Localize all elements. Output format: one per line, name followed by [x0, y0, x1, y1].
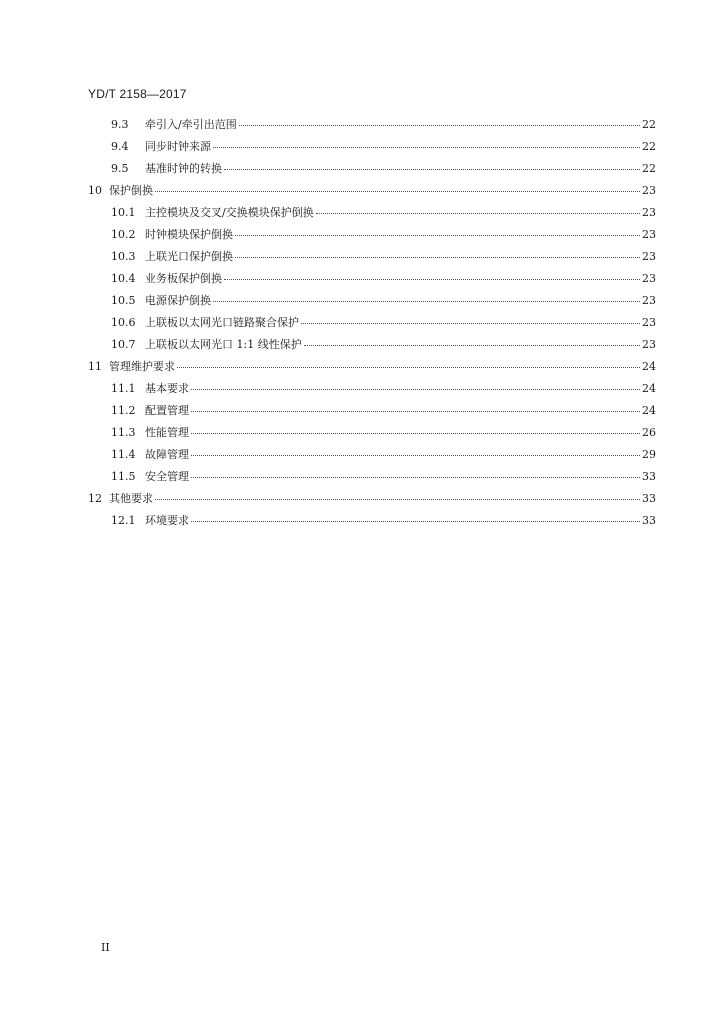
toc-entry[interactable]: [88, 138, 656, 160]
toc-entry[interactable]: [88, 402, 656, 424]
toc-entry-title: 配置管理: [145, 404, 189, 417]
toc-dot-leader: [213, 301, 640, 302]
toc-entry[interactable]: [88, 490, 656, 512]
toc-entry-title: 性能管理: [145, 426, 189, 439]
toc-entry-page: 23: [642, 338, 656, 351]
toc-entry-number: 10.6: [111, 316, 136, 329]
toc-entry[interactable]: [88, 182, 656, 204]
toc-entry[interactable]: [88, 292, 656, 314]
toc-entry-page: 23: [642, 206, 656, 219]
table-of-contents: [88, 116, 656, 534]
toc-dot-leader: [304, 345, 640, 346]
toc-dot-leader: [191, 433, 640, 434]
toc-entry-page: 26: [642, 426, 656, 439]
toc-entry-number: 10.5: [111, 294, 136, 307]
toc-entry-page: 24: [642, 360, 656, 373]
toc-entry[interactable]: [88, 446, 656, 468]
toc-entry-page: 22: [642, 118, 656, 131]
toc-entry[interactable]: [88, 358, 656, 380]
toc-entry-number: 12: [88, 492, 102, 505]
toc-entry-page: 23: [642, 184, 656, 197]
toc-entry[interactable]: [88, 512, 656, 534]
toc-dot-leader: [316, 213, 640, 214]
toc-dot-leader: [301, 323, 640, 324]
toc-entry-number: 11.1: [111, 382, 136, 395]
toc-entry-page: 22: [642, 140, 656, 153]
toc-entry-number: 10.7: [111, 338, 136, 351]
toc-dot-leader: [191, 389, 640, 390]
toc-entry-page: 33: [642, 470, 656, 483]
toc-entry-number: 11.2: [111, 404, 136, 417]
toc-entry-number: 10.4: [111, 272, 136, 285]
toc-entry[interactable]: [88, 336, 656, 358]
toc-entry-page: 33: [642, 492, 656, 505]
toc-dot-leader: [191, 455, 640, 456]
toc-entry-page: 33: [642, 514, 656, 527]
toc-entry-number: 10.2: [111, 228, 136, 241]
toc-dot-leader: [155, 191, 640, 192]
toc-entry-title: 其他要求: [109, 492, 153, 505]
toc-entry-title: 故障管理: [145, 448, 189, 461]
toc-entry-page: 23: [642, 316, 656, 329]
document-code: YD/T 2158—2017: [88, 87, 187, 101]
toc-dot-leader: [191, 521, 640, 522]
toc-dot-leader: [191, 411, 640, 412]
toc-entry[interactable]: [88, 314, 656, 336]
toc-entry[interactable]: [88, 468, 656, 490]
toc-entry-title: 上联光口保护倒换: [145, 250, 233, 263]
toc-entry[interactable]: [88, 380, 656, 402]
toc-dot-leader: [235, 235, 640, 236]
toc-dot-leader: [155, 499, 640, 500]
toc-entry-number: 9.4: [111, 140, 129, 153]
toc-entry-title: 基本要求: [145, 382, 189, 395]
toc-entry[interactable]: [88, 226, 656, 248]
toc-dot-leader: [177, 367, 640, 368]
toc-entry-title: 保护倒换: [109, 184, 153, 197]
toc-entry-number: 9.3: [111, 118, 129, 131]
toc-entry-page: 24: [642, 404, 656, 417]
toc-dot-leader: [235, 257, 640, 258]
toc-entry-title: 上联板以太网光口链路聚合保护: [145, 316, 299, 329]
toc-entry-page: 29: [642, 448, 656, 461]
toc-entry-title: 时钟模块保护倒换: [145, 228, 233, 241]
toc-entry-number: 10.3: [111, 250, 136, 263]
toc-entry[interactable]: [88, 160, 656, 182]
toc-entry-title: 电源保护倒换: [145, 294, 211, 307]
toc-entry-title: 业务板保护倒换: [145, 272, 222, 285]
toc-entry-number: 11.4: [111, 448, 136, 461]
toc-entry[interactable]: [88, 204, 656, 226]
toc-dot-leader: [224, 279, 640, 280]
toc-entry-number: 11: [88, 360, 102, 373]
toc-dot-leader: [239, 125, 640, 126]
toc-entry-page: 23: [642, 294, 656, 307]
toc-entry-title: 安全管理: [145, 470, 189, 483]
toc-entry-number: 11.5: [111, 470, 136, 483]
toc-entry-page: 23: [642, 250, 656, 263]
toc-entry-number: 12.1: [111, 514, 136, 527]
toc-entry[interactable]: [88, 116, 656, 138]
page-number: II: [101, 941, 110, 954]
toc-entry-title: 上联板以太网光口 1:1 线性保护: [145, 338, 302, 351]
toc-entry[interactable]: [88, 248, 656, 270]
toc-entry-page: 23: [642, 228, 656, 241]
toc-entry-page: 23: [642, 272, 656, 285]
toc-entry-title: 主控模块及交叉/交换模块保护倒换: [145, 206, 314, 219]
toc-dot-leader: [224, 169, 640, 170]
toc-entry-number: 10.1: [111, 206, 136, 219]
toc-dot-leader: [191, 477, 640, 478]
toc-entry-title: 同步时钟来源: [145, 140, 211, 153]
toc-dot-leader: [213, 147, 640, 148]
toc-entry-page: 22: [642, 162, 656, 175]
toc-entry-title: 环境要求: [145, 514, 189, 527]
toc-entry[interactable]: [88, 270, 656, 292]
toc-entry-title: 管理维护要求: [109, 360, 175, 373]
toc-entry-page: 24: [642, 382, 656, 395]
toc-entry[interactable]: [88, 424, 656, 446]
toc-entry-number: 9.5: [111, 162, 129, 175]
toc-entry-number: 11.3: [111, 426, 136, 439]
toc-entry-title: 基准时钟的转换: [145, 162, 222, 175]
toc-entry-title: 牵引入/牵引出范围: [145, 118, 237, 131]
toc-entry-number: 10: [88, 184, 102, 197]
